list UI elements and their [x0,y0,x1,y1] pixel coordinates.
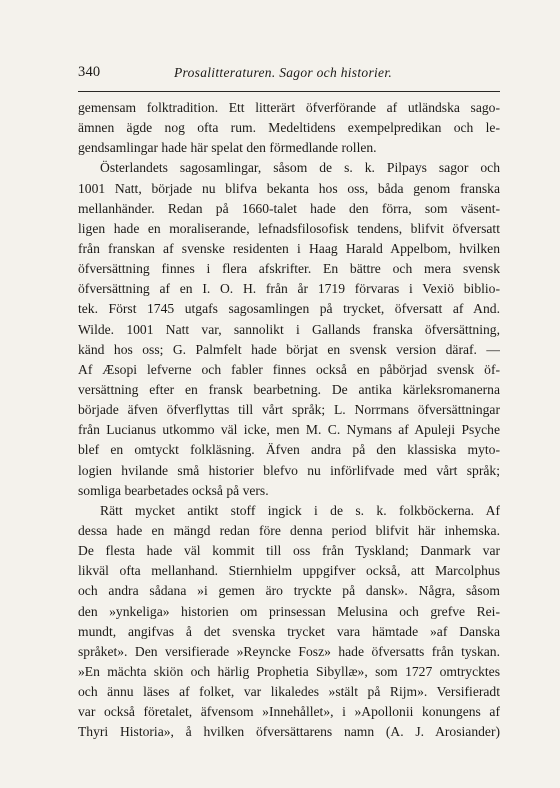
text-line: språket». Den versifierade »Reyncke Fosz» hade öfversatts från tyskan. [78,643,500,659]
text-line: Wilde. 1001 Natt var, sannolikt i Gallands franska öfversättning, [78,321,500,337]
body-text [78,98,500,743]
text-line: började äfven öfverflyttas till vårt språk; L. Norrmans öfversättningar [78,402,500,418]
text-line: ämnen ägde nog ofta rum. Medeltidens exempelpredikan och le- [78,120,500,136]
text-line: mundt, angifvas å det svenska trycket vara hämtade »af Danska [78,623,500,639]
text-line: blef en omtyckt folkläsning. Äfven andra på den klassiska myto- [78,442,500,458]
page-number: 340 [78,64,101,80]
text-line: öfversättning af en I. O. H. från år 1719 förvaras i Vexiö biblio- [78,281,500,297]
text-line: versättning efter en fransk bearbetning. De antika kärleksromanerna [78,381,500,397]
text-line: De flesta hade väl kommit till oss från Tyskland; Danmark var [78,543,500,559]
text-line: likväl ofta mellanhand. Stiernhielm uppgifver också, att Marcolphus [78,563,500,579]
text-line: Af Æsopi lefverne och fabler finnes också en påbörjad svensk öf- [78,361,500,377]
text-line: öfversättning finnes i flera afskrifter. En bättre och mera svensk [78,261,500,277]
text-line: ligen hade en moraliserande, lefnadsfilosofisk tendens, blifvit öfversatt [78,220,500,236]
text-line: och andra sådana »i gemen äro tryckte på dansk». Några, såsom [78,583,500,599]
text-line: från Lucianus utkommo väl icke, men M. C. Nymans af Apuleji Psyche [78,422,500,438]
text-line: 1001 Natt, började nu blifva bekanta hos oss, båda genom franska [78,180,500,196]
text-line: »En mächta skiön och härlig Prophetia Sibyllæ», som 1727 omtrycktes [78,663,500,679]
text-line: mellanhänder. Redan på 1660-talet hade den förra, som väsent- [78,200,500,216]
header-rule [78,91,500,92]
text-line: tek. Först 1745 utgafs sagosamlingen på trycket, öfversatt af And. [78,301,500,317]
text-line: från franskan af svenske residenten i Haag Harald Appelbom, hvilken [78,240,500,256]
running-title: Prosalitteraturen. Sagor och historier. [174,65,393,80]
text-line: gendsamlingar hade här spelat den förmedlande rollen. [78,140,377,156]
text-line: logien hvilande små historier blefvo nu införlifvade med vårt språk; [78,462,500,478]
text-line: och ännu läses af folket, var likaledes »stält på Rijm». Versifieradt [78,684,500,700]
text-line: känd hos oss; G. Palmfelt hade börjat en svensk version däraf. — [78,341,500,357]
running-head [78,64,500,84]
text-line: var också företalet, äfvensom »Innehållet», i »Apollonii konungens af [78,704,500,720]
text-line: gemensam folktradition. Ett litterärt öfverförande af utländska sago- [78,100,500,115]
text-line: den »ynkeliga» historien om prinsessan Melusina och grefve Rei- [78,603,500,619]
text-line: Thyri Historia», å hvilken öfversättarens namn (A. J. Arosiander) [78,724,500,740]
text-line: dessa hade en mängd redan före denna period blifvit här inhemska. [78,522,500,538]
text-line: Rätt mycket antikt stoff ingick i de s. k. folkböckerna. Af [100,502,500,518]
text-line: somliga bearbetades också på vers. [78,482,269,498]
text-line: Österlandets sagosamlingar, såsom de s. k. Pilpays sagor och [100,160,500,176]
